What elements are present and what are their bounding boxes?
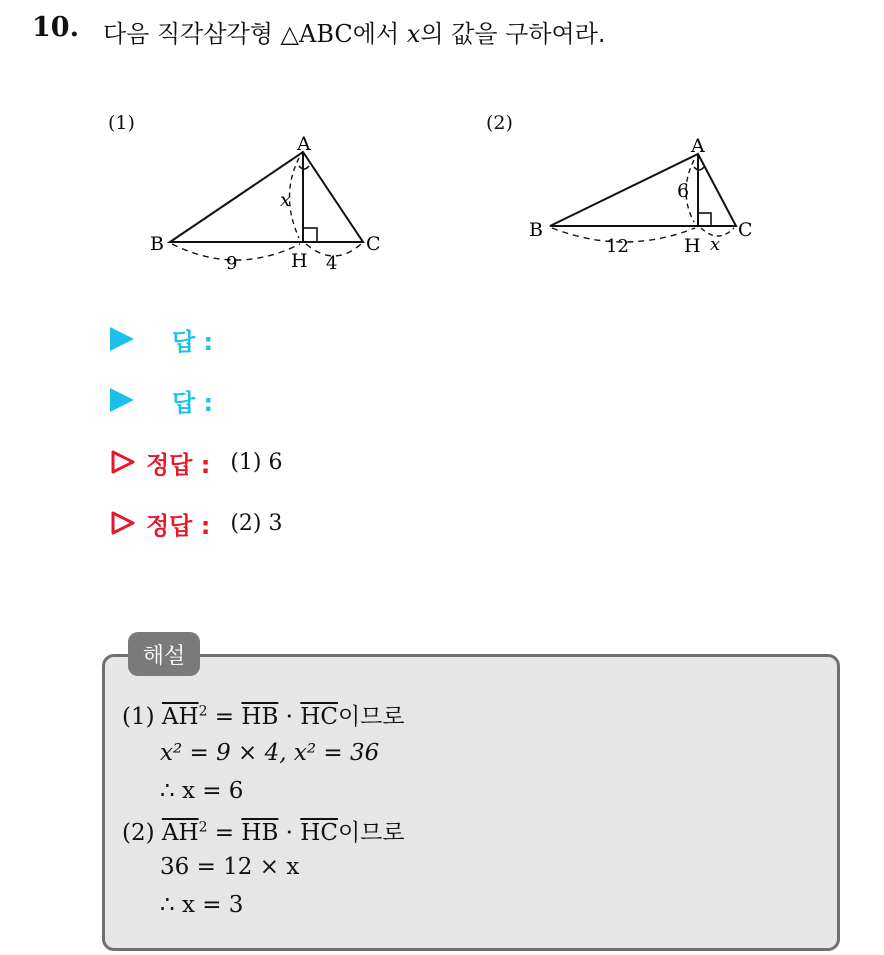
figure-1-vertex-c: C [366, 233, 381, 255]
play-triangle-icon [110, 327, 134, 351]
figure-2-label: (2) [486, 112, 513, 134]
figure-1-vertex-h: H [291, 250, 308, 272]
correct-answer-row-1 [110, 445, 282, 479]
solution-2-line-3: ∴ x = 3 [160, 892, 244, 918]
figure-1-hc-label: 4 [326, 253, 338, 274]
correct-answer-label: 정답 : [146, 511, 211, 540]
solution-1-prefix: (1) [122, 704, 162, 730]
figure-2-vertex-b: B [529, 219, 543, 241]
solution-2-hc: $\overline{HC}$ [300, 820, 338, 846]
figure-1-triangle-outline [170, 152, 363, 242]
solution-1-equals: = [207, 704, 242, 730]
figure-1-bh-label: 9 [226, 253, 238, 274]
figure-1-altitude-brace [290, 158, 300, 238]
figure-2-vertex-c: C [738, 219, 753, 241]
figure-2-altitude-label: 6 [677, 180, 690, 202]
solution-2-square: 2 [198, 819, 208, 836]
solution-1-square: 2 [198, 703, 208, 720]
figure-2-shape [550, 154, 736, 242]
triangle-name: △ABC [280, 20, 353, 48]
question-text-mid: 에서 [352, 20, 407, 48]
solution-2-prefix: (2) [122, 820, 162, 846]
figure-2-triangle [520, 130, 780, 270]
solution-1-dot: · [278, 704, 301, 730]
solution-2-equals: = [207, 820, 242, 846]
play-triangle-icon [110, 388, 134, 412]
correct-answer-row-2 [110, 506, 282, 540]
solution-2-ah: $\overline{AH}$ [161, 820, 199, 846]
figure-2-right-angle-mark [698, 213, 711, 226]
figure-1-altitude-label: x [280, 189, 291, 211]
solution-2-dot: · [278, 820, 301, 846]
figure-2-hc-label: x [710, 234, 721, 255]
question-variable: x [406, 20, 421, 48]
figure-2-vertex-h: H [684, 235, 701, 257]
correct-answer-label: 정답 : [146, 450, 211, 479]
solution-2-line-1 [122, 814, 405, 847]
correct-answer-value: (2) 3 [230, 510, 283, 536]
solution-1-hb: $\overline{HB}$ [241, 704, 279, 730]
outline-triangle-icon [110, 449, 136, 475]
solution-1-line-3: ∴ x = 6 [160, 778, 244, 804]
answer-row-2 [110, 383, 233, 417]
question-text [103, 14, 606, 49]
solution-1-hc: $\overline{HC}$ [300, 704, 338, 730]
solution-2-hb: $\overline{HB}$ [241, 820, 279, 846]
correct-answer-value: (1) 6 [230, 449, 283, 475]
solution-1-line-2: x² = 9 × 4, x² = 36 [160, 740, 380, 766]
figure-1-triangle [140, 130, 400, 280]
question-text-before: 다음 직각삼각형 [103, 20, 281, 48]
answer-label: 답 : [172, 327, 214, 356]
figure-2-triangle-outline [550, 154, 736, 226]
solution-1-suffix: 이므로 [337, 704, 405, 730]
question-text-after: 의 값을 구하여라. [420, 20, 606, 48]
figure-1-vertex-a: A [297, 133, 311, 155]
solution-title: 해설 [128, 632, 200, 676]
figure-2-vertex-a: A [691, 135, 705, 157]
figure-1-shape [170, 152, 363, 260]
solution-1-ah: $\overline{AH}$ [161, 704, 199, 730]
figure-1-right-angle-mark [303, 228, 317, 242]
answer-row-1 [110, 322, 233, 356]
figure-1-label: (1) [108, 112, 135, 134]
figure-1-vertex-b: B [150, 233, 164, 255]
solution-1-line-1 [122, 698, 405, 731]
answer-label: 답 : [172, 388, 214, 417]
figure-2-bh-label: 12 [606, 236, 629, 257]
outline-triangle-icon [110, 510, 136, 536]
solution-2-suffix: 이므로 [337, 820, 405, 846]
question-number: 10. [32, 12, 79, 43]
solution-2-line-2: 36 = 12 × x [160, 854, 300, 880]
